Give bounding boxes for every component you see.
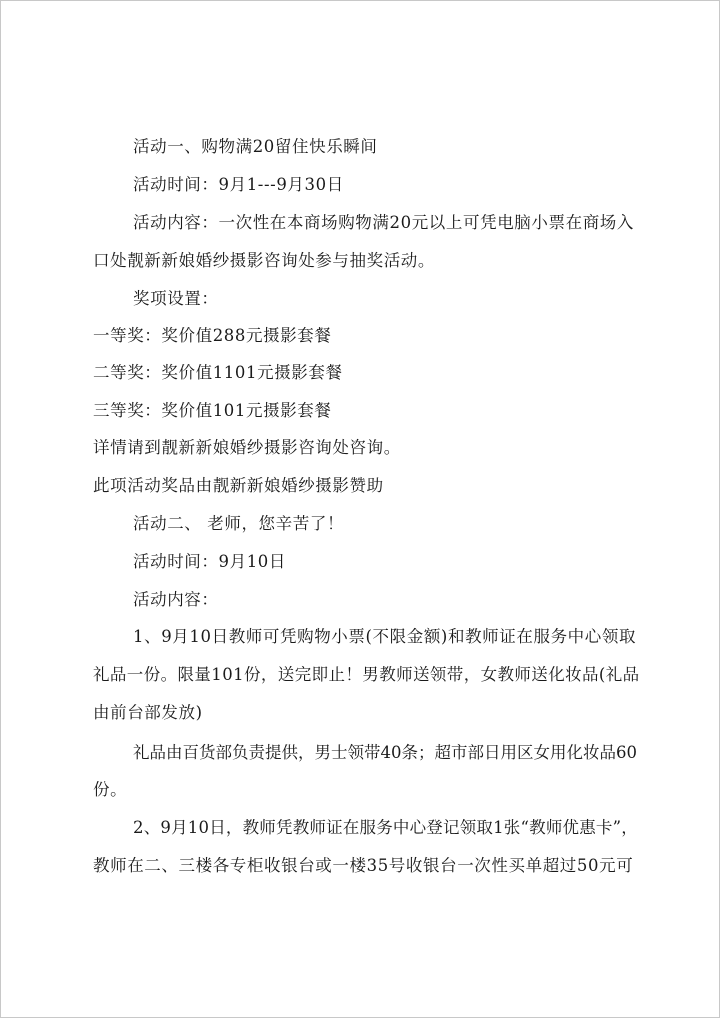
second-prize: 二等奖：奖价值1101元摄影套餐 [93, 363, 343, 382]
activity-2-time: 活动时间：9月10日 [133, 552, 286, 571]
sponsor-note: 此项活动奖品由靓新新娘婚纱摄影赞助 [93, 476, 384, 495]
item-1-line-1: 1、9月10日教师可凭购物小票(不限金额)和教师证在服务中心领取 [133, 627, 637, 646]
gift-supply-line-2: 份。 [93, 780, 128, 799]
gift-supply-line-1: 礼品由百货部负责提供，男士领带40条；超市部日用区女用化妆品60 [133, 743, 637, 762]
details-note: 详情请到靓新新娘婚纱摄影咨询处咨询。 [93, 438, 401, 457]
first-prize: 一等奖：奖价值288元摄影套餐 [93, 326, 332, 345]
activity-1-content-line-2: 口处靓新新娘婚纱摄影咨询处参与抽奖活动。 [93, 251, 435, 270]
activity-2-title: 活动二、 老师，您辛苦了！ [133, 514, 345, 533]
item-1-line-3: 由前台部发放) [93, 703, 203, 722]
prize-settings-heading: 奖项设置： [133, 289, 219, 308]
activity-1-title: 活动一、购物满20留住快乐瞬间 [133, 137, 378, 156]
item-2-line-1: 2、9月10日，教师凭教师证在服务中心登记领取1张“教师优惠卡”， [133, 818, 638, 837]
item-2-line-2: 教师在二、三楼各专柜收银台或一楼35号收银台一次性买单超过50元可 [93, 856, 634, 875]
activity-1-time: 活动时间：9月1---9月30日 [133, 175, 344, 194]
third-prize: 三等奖：奖价值101元摄影套餐 [93, 401, 332, 420]
item-1-line-2: 礼品一份。限量101份，送完即止！男教师送领带，女教师送化妆品(礼品 [93, 665, 640, 684]
activity-1-content-line-1: 活动内容：一次性在本商场购物满20元以上可凭电脑小票在商场入 [133, 213, 634, 232]
activity-2-content-heading: 活动内容： [133, 590, 219, 609]
